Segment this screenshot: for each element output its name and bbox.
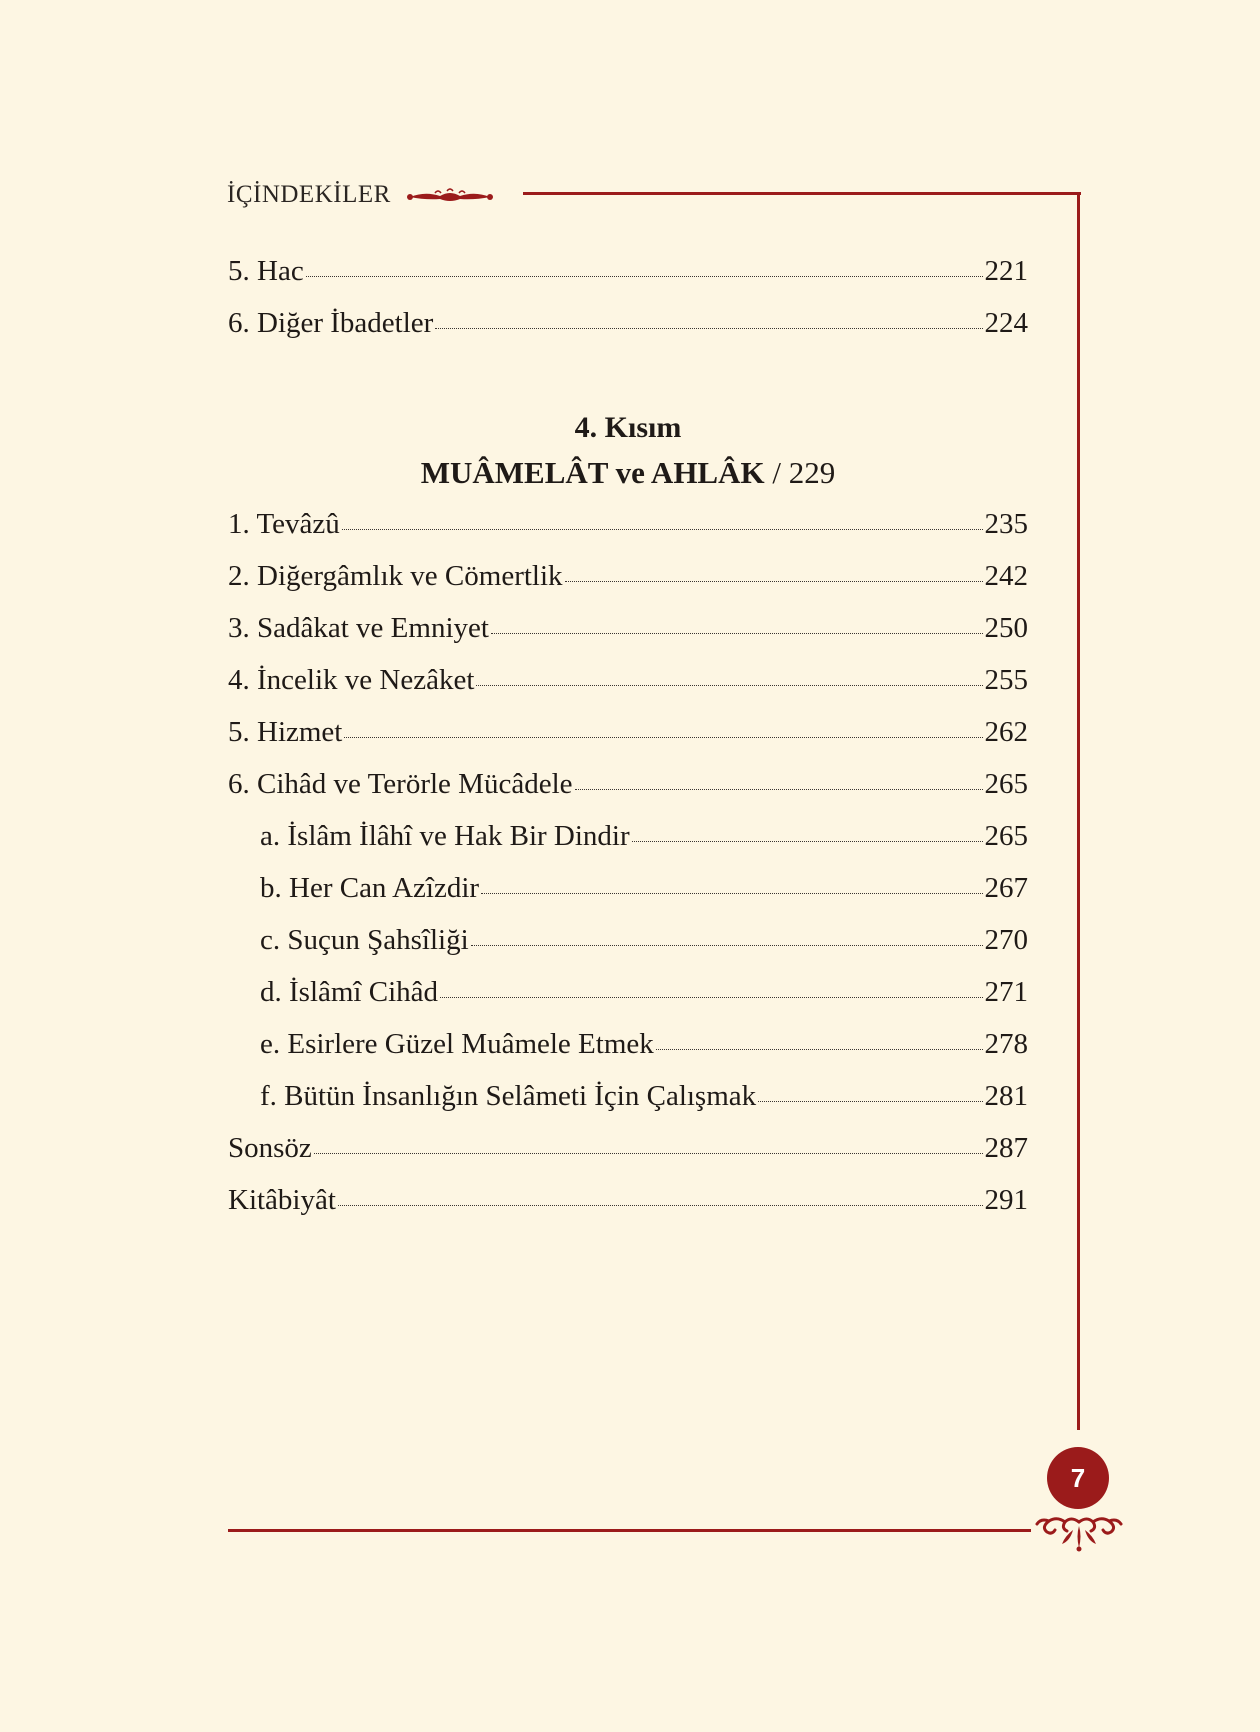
dot-leader — [306, 276, 983, 277]
toc-entry-label: 3. Sadâkat ve Emniyet — [228, 612, 489, 644]
toc-entry-label: c. Suçun Şahsîliği — [260, 924, 469, 956]
dot-leader — [440, 997, 982, 998]
toc-subentry[interactable] — [260, 974, 1028, 1010]
toc-entry-label: f. Bütün İnsanlığın Selâmeti İçin Çalışmak — [260, 1080, 757, 1112]
toc-entry-page: 255 — [984, 664, 1028, 696]
toc-entry-label: 1. Tevâzû — [228, 508, 340, 540]
toc-entry-page: 265 — [984, 820, 1028, 852]
dot-leader — [758, 1101, 982, 1102]
toc-entry[interactable] — [228, 662, 1028, 698]
page-header-title: İÇİNDEKİLER — [227, 181, 391, 208]
toc-entry-label: d. İslâmî Cihâd — [260, 976, 439, 1008]
toc-entry-page: 278 — [984, 1028, 1028, 1060]
toc-entry[interactable] — [228, 610, 1028, 646]
toc-subentry[interactable] — [260, 922, 1028, 958]
toc-entry-label: 2. Diğergâmlık ve Cömertlik — [228, 560, 563, 592]
dot-leader — [435, 328, 982, 329]
toc-entry[interactable] — [228, 714, 1028, 750]
dot-leader — [471, 945, 983, 946]
toc-subentry[interactable] — [260, 870, 1028, 906]
toc-subentry[interactable] — [260, 1078, 1028, 1114]
toc-entry-page: 242 — [984, 560, 1028, 592]
toc-subentry[interactable] — [260, 818, 1028, 854]
flourish-ornament-icon — [1034, 1512, 1124, 1552]
dot-leader — [481, 893, 982, 894]
dot-leader — [342, 529, 983, 530]
toc-entry[interactable] — [228, 558, 1028, 594]
toc-entry[interactable] — [228, 1130, 1028, 1166]
toc-entry-label: 6. Diğer İbadetler — [228, 307, 434, 339]
toc-entry-label: Kitâbiyât — [228, 1184, 336, 1216]
section-separator: / — [772, 455, 781, 490]
toc-entry-label: b. Her Can Azîzdir — [260, 872, 480, 904]
toc-entry-label: 5. Hizmet — [228, 716, 343, 748]
toc-entry-label: e. Esirlere Güzel Muâmele Etmek — [260, 1028, 654, 1060]
toc-entry[interactable] — [228, 305, 1028, 341]
toc-subentry[interactable] — [260, 1026, 1028, 1062]
toc-entry-page: 221 — [984, 255, 1028, 287]
flourish-ornament-icon — [405, 187, 495, 205]
dot-leader — [575, 789, 983, 790]
dot-leader — [491, 633, 983, 634]
dot-leader — [338, 1205, 983, 1206]
dot-leader — [314, 1153, 983, 1154]
toc-entry-page: 287 — [984, 1132, 1028, 1164]
toc-entry-page: 291 — [984, 1184, 1028, 1216]
toc-entry-page: 224 — [984, 307, 1028, 339]
page-number-badge: 7 — [1047, 1447, 1109, 1509]
toc-entry-label: 5. Hac — [228, 255, 304, 287]
toc-entry[interactable] — [228, 1182, 1028, 1218]
bottom-rule — [228, 1529, 1031, 1532]
dot-leader — [632, 841, 983, 842]
toc-entry-label: a. İslâm İlâhî ve Hak Bir Dindir — [260, 820, 630, 852]
section-page: 229 — [788, 455, 836, 490]
dot-leader — [656, 1049, 983, 1050]
toc-entry-page: 250 — [984, 612, 1028, 644]
top-rule — [523, 192, 1081, 195]
toc-entry-page: 235 — [984, 508, 1028, 540]
toc-entry-label: 4. İncelik ve Nezâket — [228, 664, 475, 696]
toc-entry-page: 281 — [984, 1080, 1028, 1112]
toc-entry-page: 271 — [984, 976, 1028, 1008]
toc-entry[interactable] — [228, 253, 1028, 289]
toc-entry-label: 6. Cihâd ve Terörle Mücâdele — [228, 768, 573, 800]
section-heading[interactable] — [228, 454, 1028, 492]
dot-leader — [344, 737, 982, 738]
toc-entry-page: 270 — [984, 924, 1028, 956]
dot-leader — [476, 685, 982, 686]
toc-entry-page: 262 — [984, 716, 1028, 748]
toc-entry[interactable] — [228, 506, 1028, 542]
section-number: 4. Kısım — [574, 411, 682, 444]
toc-entry-page: 265 — [984, 768, 1028, 800]
toc-entry-label: Sonsöz — [228, 1132, 312, 1164]
section-title: MUÂMELÂT ve AHLÂK — [420, 455, 765, 490]
dot-leader — [565, 581, 983, 582]
toc-entry-page: 267 — [984, 872, 1028, 904]
toc-entry[interactable] — [228, 766, 1028, 802]
right-rule — [1077, 192, 1080, 1430]
